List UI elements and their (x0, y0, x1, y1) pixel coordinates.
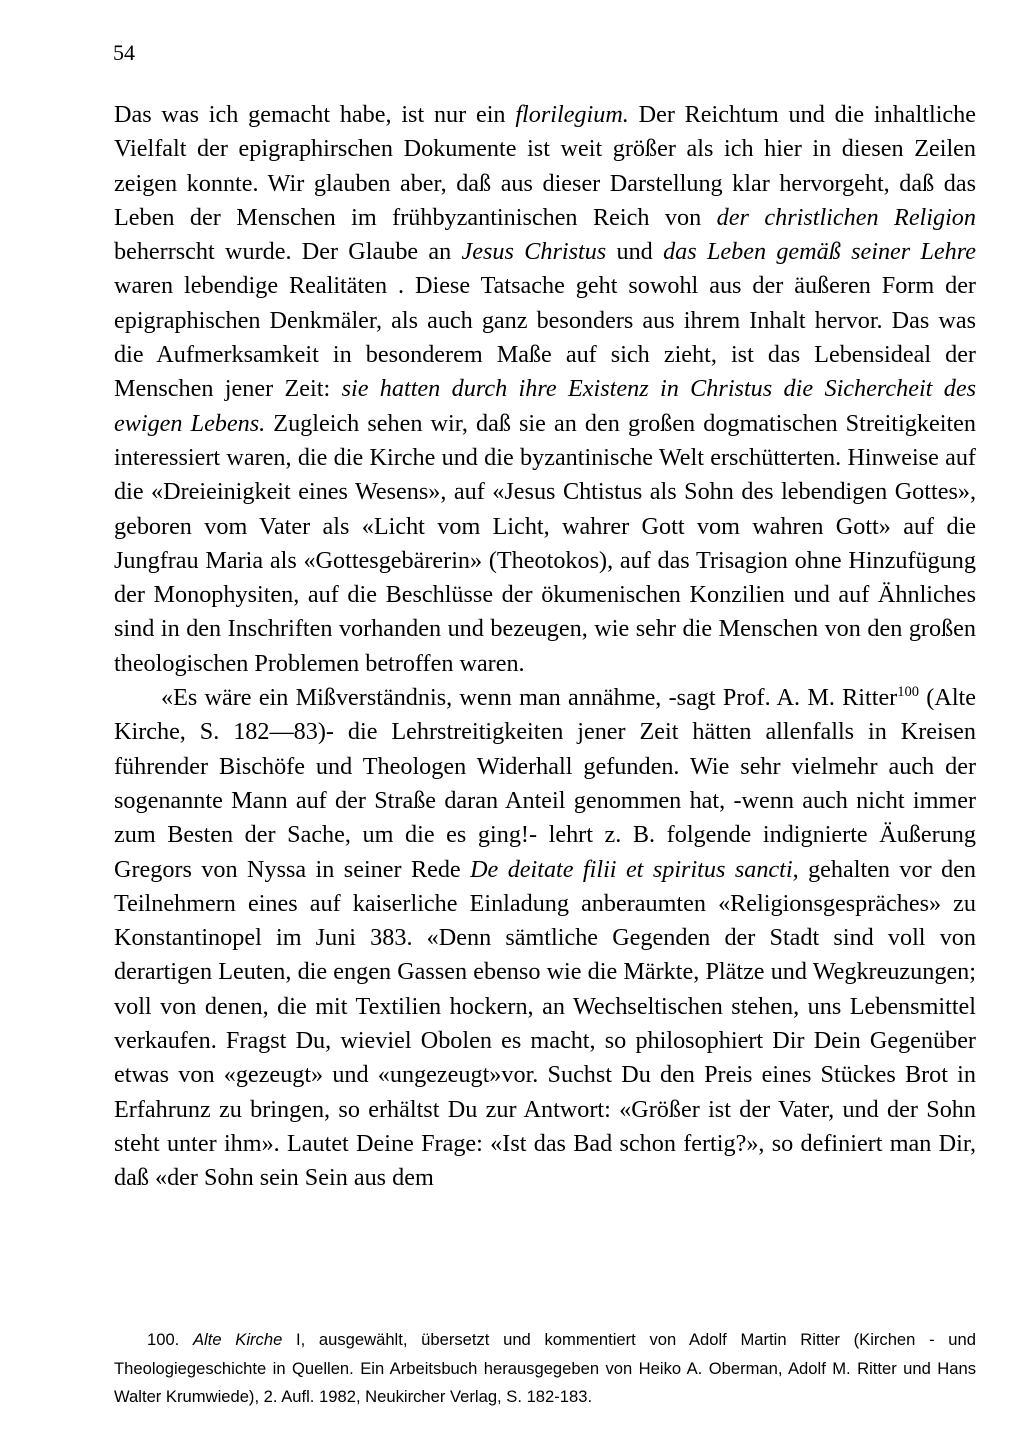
text-run: gehalten vor den Teilnehmern eines auf kaiserliche Einladung anberaumten «Religionsgespräches» zu Konstantinopel im Juni 383. «Denn sämtliche Gegenden der Stadt sind voll von derartigen Leuten, die engen Gassen ebenso wie die Märkte, Plätze und Wegkreuzungen; voll von denen, die mit Textilien hockern, an Wechseltischen stehen, uns Lebensmittel verkaufen. Fragst Du, wieviel Obolen es macht, so philosophiert Dir Dein Gegenüber etwas von «gezeugt» und «ungezeugt»vor. Suchst Du den Preis eines Stückes Brot in Erfahrunz zu bringen, so erhältst Du zur Antwort: «Größer ist der Vater, und der Sohn steht unter ihm». Lautet Deine Frage: «Ist das Bad schon fertig?», so definiert man Dir, daß «der Sohn sein Sein aus dem (114, 855, 976, 1192)
footnote-number: 100. (147, 1330, 193, 1349)
text-run: Das was ich gemacht habe, ist nur ein (114, 101, 516, 128)
footnote-100 (114, 1326, 976, 1412)
text-run: und (606, 238, 664, 266)
text-run: I, ausgewählt, übersetzt und kommentiert von Adolf Martin Ritter (Kirchen - und Theologiegeschichte in Quellen. Ein Arbeitsbuch herausgegeben von Heiko A. Oberman, Adolf M. Ritter und Hans Walter Krumwiede), 2. Aufl. 1982, Neukircher Verlag, S. 182-183. (114, 1330, 976, 1406)
italic-term: florilegium. (515, 101, 629, 128)
footnote (114, 1326, 976, 1412)
body-text (114, 98, 976, 1196)
text-run: Der Reichtum und die inhaltliche Vielfalt der epigraphirschen Dokumente ist weit größer als ich hier in diesen Zeilen zeigen konnte. Wir glauben aber, daß aus dieser Darstellung klar hervorgeht, daß das Leben der Menschen im frühbyzantinischen Reich von (114, 101, 976, 231)
text-run: beherrscht wurde. Der Glaube an (114, 238, 462, 266)
italic-phrase: sie hatten durch ihre Existenz in Christus die Sichercheit des ewigen Lebens. (114, 375, 977, 437)
text-run: waren lebendige Realitäten . Diese Tatsache geht sowohl aus der äußeren Form der epigraphischen Denkmäler, als auch ganz besonders aus ihrem Inhalt hervor. Das was die Aufmerksamkeit in besonderem Maße auf sich zieht, ist das Lebensideal der Menschen jener Zeit: (114, 272, 976, 403)
italic-phrase: der christlichen Religion (716, 203, 976, 231)
paragraph-conclusion (114, 98, 976, 681)
text-run: Zugleich sehen wir, daß sie an den großen dogmatischen Streitigkeiten interessiert waren, die die Kirche und die byzantinische Welt erschütterten. Hinweise auf die «Dreieinigkeit eines Wesens», auf «Jesus Chtistus als Sohn des lebendigen Gottes», geboren vom Vater als «Licht vom Licht, wahrer Gott vom wahren Gott» auf die Jungfrau Maria als «Gottesgebärerin» (Theotokos), auf das Trisagion ohne Hinzufügung der Monophysiten, auf die Beschlüsse der ökumenischen Konzilien und auf Ähnliches sind in den Inschriften vorhanden und bezeugen, wie sehr die Menschen von den großen theologischen Problemen betroffen waren. (114, 409, 976, 677)
italic-title: De deitate filii et spiritus sancti, (470, 855, 799, 883)
italic-phrase: das Leben gemäß seiner Lehre (663, 238, 977, 266)
footnote-reference: 100 (897, 683, 920, 700)
italic-title: Alte Kirche (192, 1330, 283, 1349)
italic-phrase: Jesus Christus (461, 238, 607, 266)
text-run: «Es wäre ein Mißverständnis, wenn man annähme, -sagt Prof. A. M. Ritter (161, 684, 898, 712)
text-run: (Alte Kirche, S. 182—83)- die Lehrstreitigkeiten jener Zeit hätten allenfalls in Kreisen führender Bischöfe und Theologen Widerhall gefunden. Wie sehr vielmehr auch der sogenannte Mann auf der Straße daran Anteil genommen hat, -wenn auch nicht immer zum Besten der Sache, um die es ging!- lehrt z. B. folgende indignierte Äußerung Gregors von Nyssa in seiner Rede (114, 684, 976, 883)
page-number: 54 (113, 40, 135, 65)
paragraph-quote (114, 681, 976, 1195)
